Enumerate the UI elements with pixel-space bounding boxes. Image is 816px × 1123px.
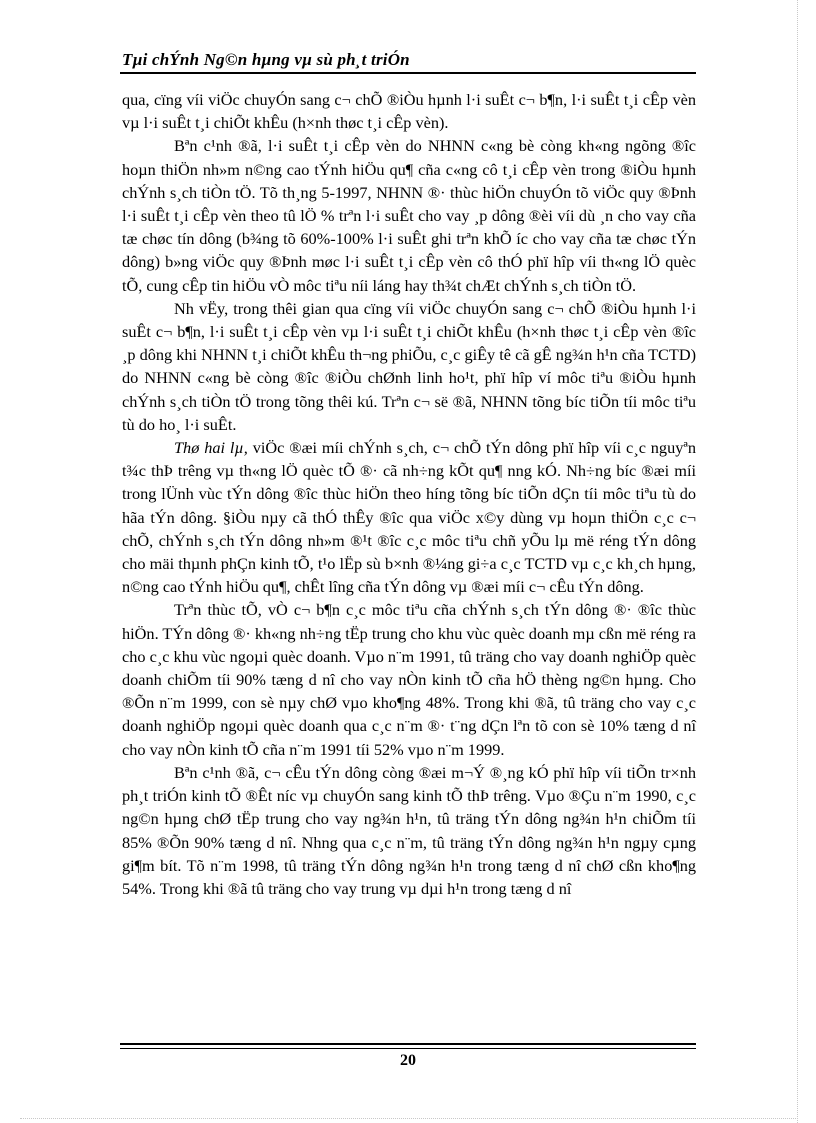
paragraph-text: Bªn c¹nh ®ã, c¬ cÊu tÝn dông còng ®æi m¬Ý ®¸ng kÓ phï hîp víi tiÕn tr×nh ph¸t triÓn kinh tÕ ®Êt níc vµ chuyÓn sang kinh tÕ thÞ trêng. Vµo ®Çu n¨m 1990, c¸c ng©n hµng chØ tËp trung cho vay ng¾n h¹n, tû träng tÝn dông ng¾n h¹n chiÕm tíi 85% ®Õn 90% tæng d nî. Nhng qua c¸c n¨m, tû träng tÝn dông ng¾n h¹n ngµy cµng gi¶m bít. Tõ n¨m 1998, tû träng tÝn dông ng¾n h¹n trong tæng d nî chØ cßn kho¶ng 54%. Trong khi ®ã tû träng cho vay trung vµ dµi h¹n trong tæng d nî (122, 762, 696, 898)
paragraph-5 (122, 598, 696, 760)
paragraph-text: Nh vËy, trong thêi gian qua cïng víi viÖc chuyÓn sang c¬ chÕ ®iÒu hµnh l·i suÊt c¬ b¶n, l·i suÊt t¸i cÊp vèn vµ l·i suÊt t¸i chiÕt khÊu (h×nh thøc t¸i cÊp vèn ®îc ¸p dông khi NHNN t¸i chiÕt khÊu th¬ng phiÕu, c¸c giÊy tê cã gÊ ng¾n h¹n cña TCTD) do NHNN c«ng bè còng ®îc ®iÒu chØnh linh ho¹t, phï hîp ví môc tiªu ®iÒu hµnh chÝnh s¸ch tiÒn tÖ trong tõng thêi kú. Trªn c¬ së ®ã, NHNN tõng bíc tiÕn tíi môc tiªu tù do ho¸ l·i suÊt. (122, 298, 697, 434)
paragraph-2 (122, 134, 696, 296)
paragraph-3 (122, 297, 696, 436)
paragraph-text: viÖc ®æi míi chÝnh s¸ch, c¬ chÕ tÝn dông phï hîp víi c¸c nguyªn t¾c thÞ trêng vµ th«ng lÖ quèc tÕ ®· cã nh÷ng kÕt qu¶ nng kÓ. Nh÷ng bíc ®æi míi trong lÜnh vùc tÝn dông ®îc thùc hiÖn theo híng tõng bíc tiÕn dÇn tíi môc tiªu tù do hãa tÝn dông. §iÒu nµy cã thÓ thÊy ®îc qua viÖc x©y dùng vµ hoµn thiÖn c¸c c¬ chÕ, chÝnh s¸ch tÝn dông nh»m ®¹t ®îc c¸c môc tiªu chñ yÕu lµ më réng tÝn dông cho mäi thµnh phÇn kinh tÕ, t¹o lËp sù b×nh ®¼ng gi÷a c¸c TCTD vµ c¸c kh¸ch hµng, n©ng cao tÝnh hiÖu qu¶, chÊt lîng cña tÝn dông vµ ®æi míi c¬ cÊu tÝn dông. (122, 438, 696, 597)
paragraph-text: Trªn thùc tÕ, vÒ c¬ b¶n c¸c môc tiªu cña chÝnh s¸ch tÝn dông ®· ®îc thùc hiÖn. TÝn dông ®· kh«ng nh÷ng tËp trung cho khu vùc quèc doanh mµ cßn më réng ra cho c¸c khu vùc ngoµi quèc doanh. Vµo n¨m 1991, tû träng cho vay doanh nghiÖp quèc doanh chiÕm tíi 90% tæng d nî cho vay nÒn kinh tÕ cña hÖ thèng ng©n hµng. Cho ®Õn n¨m 1999, con sè nµy chØ vµo kho¶ng 48%. Trong khi ®ã, tû träng cho vay c¸c doanh nghiÖp ngoµi quèc doanh qua c¸c n¨m ®· t¨ng dÇn lªn tõ con sè 10% tæng d nî cho vay nÒn kinh tÕ cña n¨m 1991 tíi 52% vµo n¨m 1999. (122, 600, 696, 759)
paragraph-text: qua, cïng víi viÖc chuyÓn sang c¬ chÕ ®iÒu hµnh l·i suÊt c¬ b¶n, l·i suÊt t¸i cÊp vèn vµ l·i suÊt t¸i chiÕt khÊu (h×nh thøc t¸i cÊp vèn). (122, 90, 696, 133)
document-body (122, 88, 696, 900)
paragraph-1 (122, 88, 696, 134)
paragraph-6 (122, 761, 696, 900)
paragraph-4 (122, 436, 696, 598)
page-boundary-bottom (20, 1118, 796, 1119)
paragraph-italic-lead: Thø hai lµ, (174, 438, 248, 458)
footer-rule-thin (120, 1048, 696, 1049)
page-number: 20 (400, 1052, 416, 1069)
footer-rule-thick (120, 1043, 696, 1045)
running-header-title: Tµi chÝnh Ng©n hµng vµ sù ph¸t triÓn (122, 50, 410, 69)
header-rule (120, 72, 696, 74)
paragraph-text: Bªn c¹nh ®ã, l·i suÊt t¸i cÊp vèn do NHNN c«ng bè còng kh«ng ngõng ®îc hoµn thiÖn nh»m n©ng cao tÝnh hiÖu qu¶ cña c«ng cô t¸i cÊp vèn trong ®iÒu hµnh chÝnh s¸ch tiÒn tÖ. Tõ th¸ng 5-1997, NHNN ®· thùc hiÖn chuyÓn tõ viÖc quy ®Þnh l·i suÊt t¸i cÊp vèn theo tû lÖ % trªn l·i suÊt cho vay ¸p dông ®èi víi dù ¸n cho vay cña tæ chøc tín dông (b¾ng tõ 60%-100% l·i suÊt ghi trªn khÕ íc cho vay cña tæ chøc tÝn dông) b»ng viÖc quy ®Þnh møc l·i suÊt t¸i cÊp vèn cô thÓ phï hîp víi th«ng lÖ quèc tÕ, cung cÊp tin hiÖu vÒ môc tiªu níi láng hay th¾t chÆt chÝnh s¸ch tiÒn tÖ. (122, 136, 696, 295)
page-boundary-right (797, 0, 798, 1123)
